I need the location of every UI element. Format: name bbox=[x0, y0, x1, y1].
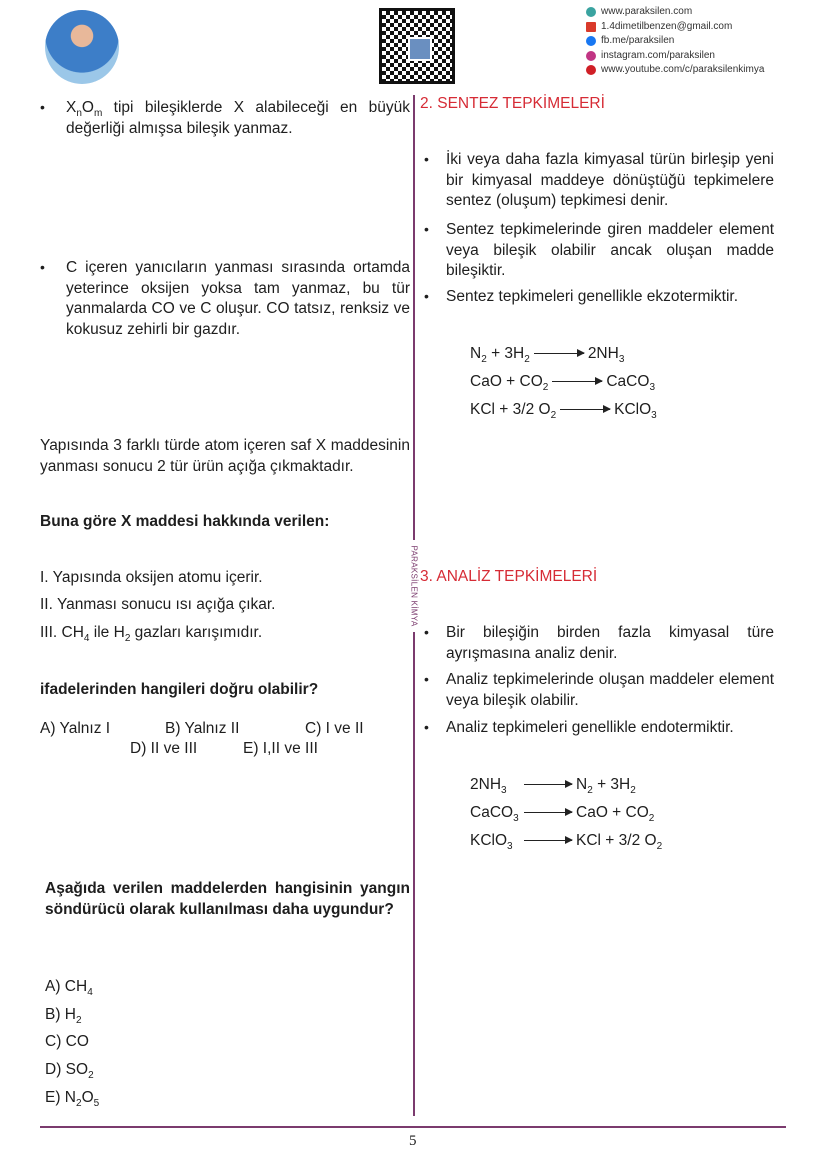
formula-text bbox=[470, 831, 520, 851]
option-e[interactable]: E) I,II ve III bbox=[243, 740, 318, 757]
subscript: 2 bbox=[656, 841, 663, 852]
analysis-eq-1 bbox=[470, 775, 636, 795]
contact-youtube: www.youtube.com/c/paraksilenkimya bbox=[586, 63, 764, 78]
subscript: 2 bbox=[648, 813, 655, 824]
analysis-products: Analiz tepkimelerinde oluşan maddeler element veya bileşik olabilir. bbox=[446, 671, 774, 709]
bullet-icon: • bbox=[424, 151, 429, 167]
bullet-icon: • bbox=[424, 624, 429, 640]
formula-text bbox=[470, 775, 520, 795]
subscript: 2 bbox=[88, 1070, 94, 1081]
question1-stem: Yapısında 3 farklı türde atom içeren saf X maddesinin yanması sonucu 2 tür ürün açığa çıkmaktadır. bbox=[40, 437, 410, 475]
option-c[interactable]: C) I ve II bbox=[305, 720, 364, 737]
statement-2 bbox=[40, 595, 276, 615]
question1-lead: Buna göre X maddesi hakkında verilen: bbox=[40, 513, 330, 530]
text-run: B) H bbox=[45, 1006, 76, 1023]
arrow-icon bbox=[524, 840, 572, 841]
question2-stem: Aşağıda verilen maddelerden hangisinin yangın söndürücü olarak kullanılması daha uygundur? bbox=[45, 880, 410, 918]
contact-list bbox=[586, 5, 764, 78]
synthesis-eq-2 bbox=[470, 372, 655, 392]
arrow-icon bbox=[552, 381, 602, 382]
option-b[interactable]: B) Yalnız II bbox=[165, 720, 240, 737]
column-divider-bottom bbox=[413, 632, 415, 1116]
text-run: II. Yanması sonucu ısı açığa çıkar. bbox=[40, 596, 276, 613]
bullet-icon: • bbox=[424, 288, 429, 304]
question1-ask: ifadelerinden hangileri doğru olabilir? bbox=[40, 681, 319, 698]
subscript: 4 bbox=[83, 633, 90, 644]
text-run: E) N bbox=[45, 1089, 76, 1106]
subscript: 2 bbox=[524, 354, 530, 365]
bullet-icon: • bbox=[424, 719, 429, 735]
subscript: 2 bbox=[76, 1015, 82, 1026]
option-d[interactable]: D) II ve III bbox=[130, 740, 198, 757]
formula-text bbox=[470, 345, 530, 365]
page-number: 5 bbox=[409, 1133, 417, 1149]
q2-option-b[interactable] bbox=[45, 1005, 82, 1025]
analysis-title: 3. ANALİZ TEPKİMELERİ bbox=[420, 568, 598, 585]
subscript: 2 bbox=[481, 354, 487, 365]
text-run: 2NH bbox=[587, 345, 619, 362]
formula-text bbox=[614, 401, 657, 421]
qr-code bbox=[379, 8, 455, 84]
subscript: 3 bbox=[649, 382, 655, 393]
synthesis-definition: İki veya daha fazla kimyasal türün birleşip yeni bir kimyasal maddeye dönüştüğü tepkimelere sentez (oluşum) tepkimesi denir. bbox=[446, 151, 774, 209]
subscript: 3 bbox=[501, 785, 507, 796]
text-run: tipi bileşiklerde X alabileceği en büyük değerliği almışsa bileşik yanmaz. bbox=[66, 99, 410, 137]
divider-label: PARAKSİLEN KİMYA bbox=[409, 545, 419, 627]
bullet-icon: • bbox=[40, 259, 45, 275]
synthesis-exothermic: Sentez tepkimeleri genellikle ekzotermiktir. bbox=[446, 288, 739, 305]
arrow-icon bbox=[524, 784, 572, 785]
text-run: D) SO bbox=[45, 1061, 89, 1078]
subscript: 3 bbox=[507, 841, 513, 852]
formula-text bbox=[606, 373, 655, 393]
text-run: KCl + 3/2 O bbox=[576, 832, 657, 849]
text-run: III. CH bbox=[40, 624, 84, 641]
q2-option-d[interactable] bbox=[45, 1060, 94, 1080]
text-run: 2NH bbox=[470, 776, 502, 793]
text-run: KCl + 3/2 O bbox=[470, 401, 551, 418]
subscript: m bbox=[93, 108, 103, 119]
statement-3 bbox=[40, 623, 262, 643]
formula-text bbox=[576, 776, 636, 796]
arrow-icon bbox=[524, 812, 572, 813]
subscript: 2 bbox=[587, 785, 593, 796]
gmail-icon bbox=[586, 22, 596, 32]
statement-1 bbox=[40, 568, 263, 588]
contact-facebook: fb.me/paraksilen bbox=[586, 34, 764, 49]
instagram-icon bbox=[586, 51, 596, 61]
text-run: CaO + CO bbox=[470, 373, 543, 390]
youtube-icon bbox=[586, 65, 596, 75]
footer-rule bbox=[40, 1126, 786, 1128]
q2-option-e[interactable] bbox=[45, 1088, 99, 1108]
text-run: + 3H bbox=[486, 345, 525, 362]
text-run: N bbox=[470, 345, 482, 362]
arrow-icon bbox=[560, 409, 610, 410]
subscript: 3 bbox=[618, 354, 625, 365]
arrow-icon bbox=[534, 353, 584, 354]
subscript: 3 bbox=[651, 410, 657, 421]
text-run: O bbox=[81, 1089, 94, 1106]
note-xnom bbox=[66, 98, 410, 139]
text-run: X bbox=[66, 99, 77, 116]
text-run: KClO bbox=[470, 832, 508, 849]
text-run: I. Yapısında oksijen atomu içerir. bbox=[40, 569, 263, 586]
text-run: KClO bbox=[614, 401, 652, 418]
contact-web: www.paraksilen.com bbox=[586, 5, 764, 20]
subscript: 2 bbox=[550, 410, 557, 421]
text-run: gazları karışımıdır. bbox=[130, 624, 263, 641]
synthesis-eq-1 bbox=[470, 344, 624, 364]
synthesis-eq-3 bbox=[470, 400, 657, 420]
formula-text bbox=[470, 401, 557, 421]
synthesis-title: 2. SENTEZ TEPKİMELERİ bbox=[420, 95, 605, 112]
text-run: C) CO bbox=[45, 1033, 89, 1050]
bullet-icon: • bbox=[424, 671, 429, 687]
analysis-endothermic: Analiz tepkimeleri genellikle endotermiktir. bbox=[446, 719, 734, 736]
subscript: 2 bbox=[124, 633, 131, 644]
contact-instagram: instagram.com/paraksilen bbox=[586, 49, 764, 64]
synthesis-reactants: Sentez tepkimelerinde giren maddeler element veya bileşik olabilir ancak oluşan madde bileşiktir. bbox=[446, 221, 774, 279]
facebook-icon bbox=[586, 36, 596, 46]
q2-option-c[interactable] bbox=[45, 1032, 89, 1052]
text-run: O bbox=[81, 99, 94, 116]
text-run: ile H bbox=[89, 624, 125, 641]
subscript: 4 bbox=[87, 987, 93, 998]
bullet-icon: • bbox=[424, 221, 429, 237]
subscript: n bbox=[76, 108, 82, 119]
formula-text bbox=[470, 373, 549, 393]
subscript: 2 bbox=[76, 1098, 82, 1109]
author-avatar bbox=[45, 10, 119, 84]
text-run: A) CH bbox=[45, 978, 88, 995]
web-icon bbox=[586, 7, 596, 17]
text-run: CaCO bbox=[470, 804, 514, 821]
formula-text bbox=[576, 832, 663, 852]
column-divider-top bbox=[413, 95, 415, 540]
analysis-eq-2 bbox=[470, 803, 654, 823]
bullet-icon: • bbox=[40, 99, 45, 115]
formula-text bbox=[470, 803, 520, 823]
analysis-definition: Bir bileşiğin birden fazla kimyasal türe ayrışmasına analiz denir. bbox=[446, 624, 774, 662]
note-incomplete-combustion: C içeren yanıcıların yanması sırasında ortamda yeterince oksijen yoksa tam yanmaz, bu tür yanmalarda CO ve C oluşur. CO tatsız, renksiz ve kokusuz zehirli bir gazdır. bbox=[66, 259, 410, 338]
subscript: 3 bbox=[513, 813, 519, 824]
text-run: N bbox=[576, 776, 588, 793]
text-run: + 3H bbox=[592, 776, 631, 793]
formula-text bbox=[587, 345, 625, 365]
subscript: 2 bbox=[542, 382, 549, 393]
text-run: CaCO bbox=[606, 373, 650, 390]
subscript: 2 bbox=[630, 785, 636, 796]
subscript: 5 bbox=[93, 1098, 100, 1109]
contact-email: 1.4dimetilbenzen@gmail.com bbox=[586, 20, 764, 35]
text-run: CaO + CO bbox=[576, 804, 649, 821]
analysis-eq-3 bbox=[470, 831, 662, 851]
option-a[interactable]: A) Yalnız I bbox=[40, 720, 111, 737]
formula-text bbox=[576, 804, 655, 824]
q2-option-a[interactable] bbox=[45, 977, 93, 997]
